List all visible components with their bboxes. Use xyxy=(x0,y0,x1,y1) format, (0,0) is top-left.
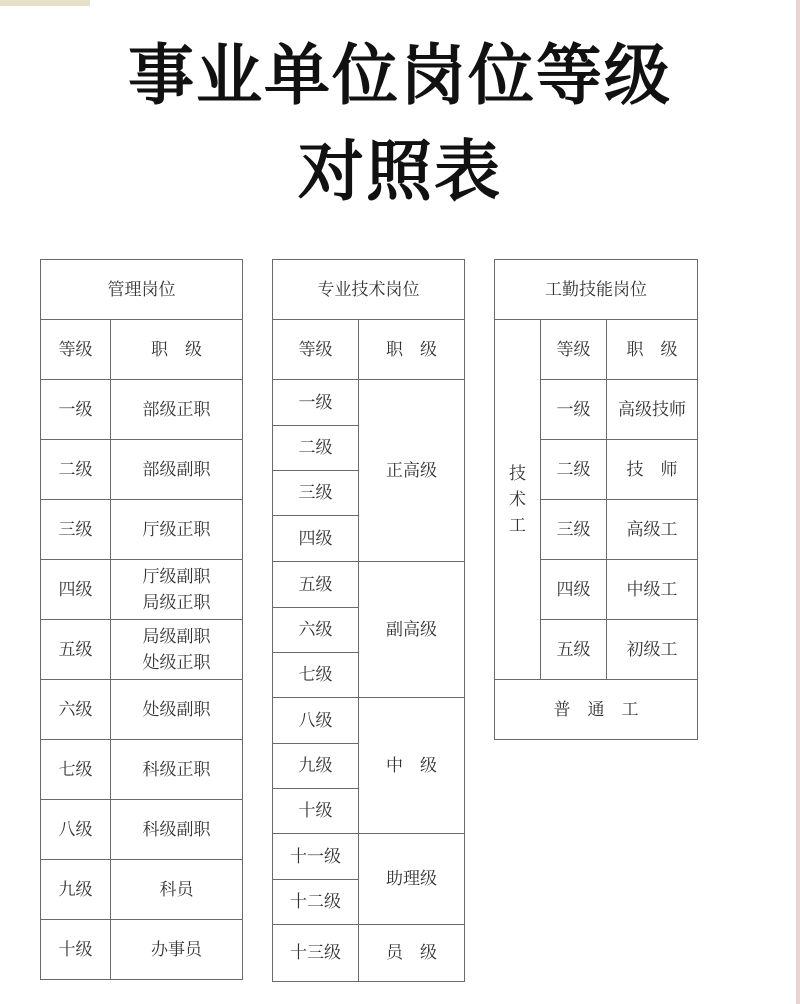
col-grade-header: 等级 xyxy=(273,320,359,380)
grade-cell: 一级 xyxy=(273,380,359,426)
grade-cell: 四级 xyxy=(541,560,607,620)
group-cell: 助理级 xyxy=(359,834,465,925)
rank-cell: 厅级正职 xyxy=(111,500,243,560)
rank-cell: 科员 xyxy=(111,860,243,920)
rank-cell: 科级正职 xyxy=(111,740,243,800)
management-header: 管理岗位 xyxy=(41,260,243,320)
rank-line: 局级正职 xyxy=(142,592,211,613)
rank-cell: 初级工 xyxy=(607,620,698,680)
table-row xyxy=(41,680,243,740)
grade-cell: 三级 xyxy=(541,500,607,560)
grade-cell: 二级 xyxy=(273,426,359,471)
grade-cell: 五级 xyxy=(273,562,359,608)
group-cell: 正高级 xyxy=(359,380,465,562)
col-rank-header: 职 级 xyxy=(607,320,698,380)
table-row xyxy=(41,500,243,560)
table-row xyxy=(41,560,243,620)
side-label-char: 技 xyxy=(509,463,526,484)
rank-cell xyxy=(111,560,243,620)
table-row xyxy=(41,920,243,980)
page-subtitle: 对照表 xyxy=(298,133,502,210)
grade-cell: 十一级 xyxy=(273,834,359,880)
grade-cell: 七级 xyxy=(273,653,359,698)
table-row xyxy=(495,680,698,740)
rank-cell: 处级副职 xyxy=(111,680,243,740)
rank-line: 处级正职 xyxy=(142,652,211,673)
grade-cell: 五级 xyxy=(41,620,111,680)
skilled-header: 工勤技能岗位 xyxy=(495,260,698,320)
table-row xyxy=(41,860,243,920)
rank-cell: 中级工 xyxy=(607,560,698,620)
col-rank-header: 职 级 xyxy=(359,320,465,380)
management-table xyxy=(40,259,243,980)
side-label xyxy=(495,320,541,680)
rank-cell: 高级技师 xyxy=(607,380,698,440)
rank-line: 厅级副职 xyxy=(142,566,211,587)
table-row xyxy=(273,925,465,982)
grade-cell: 四级 xyxy=(41,560,111,620)
grade-cell: 七级 xyxy=(41,740,111,800)
table-row xyxy=(41,800,243,860)
grade-cell: 二级 xyxy=(541,440,607,500)
side-label-char: 工 xyxy=(509,515,526,536)
table-row xyxy=(41,380,243,440)
grade-cell: 五级 xyxy=(541,620,607,680)
grade-cell: 四级 xyxy=(273,516,359,562)
rank-line: 局级副职 xyxy=(142,626,211,647)
table-row xyxy=(41,440,243,500)
rank-cell: 科级副职 xyxy=(111,800,243,860)
grade-cell: 六级 xyxy=(273,608,359,653)
grade-cell: 二级 xyxy=(41,440,111,500)
rank-cell: 办事员 xyxy=(111,920,243,980)
rank-cell: 部级副职 xyxy=(111,440,243,500)
grade-cell: 九级 xyxy=(41,860,111,920)
skilled-table xyxy=(494,259,698,740)
grade-cell: 六级 xyxy=(41,680,111,740)
general-worker-cell: 普 通 工 xyxy=(495,680,698,740)
table-row xyxy=(273,834,465,880)
corner-mark xyxy=(0,0,90,6)
rank-cell: 高级工 xyxy=(607,500,698,560)
grade-cell: 一级 xyxy=(541,380,607,440)
table-row xyxy=(273,380,465,426)
rank-cell: 部级正职 xyxy=(111,380,243,440)
table-row xyxy=(41,740,243,800)
grade-cell: 十三级 xyxy=(273,925,359,982)
rank-cell: 技 师 xyxy=(607,440,698,500)
grade-cell: 一级 xyxy=(41,380,111,440)
page-title: 事业单位岗位等级 xyxy=(128,37,672,114)
grade-cell: 十二级 xyxy=(273,880,359,925)
grade-cell: 八级 xyxy=(273,698,359,744)
grade-cell: 十级 xyxy=(41,920,111,980)
col-grade-header: 等级 xyxy=(541,320,607,380)
grade-cell: 三级 xyxy=(41,500,111,560)
group-cell: 中 级 xyxy=(359,698,465,834)
grade-cell: 十级 xyxy=(273,789,359,834)
grade-cell: 三级 xyxy=(273,471,359,516)
table-row xyxy=(41,620,243,680)
table-row xyxy=(273,562,465,608)
professional-table xyxy=(272,259,465,982)
professional-header: 专业技术岗位 xyxy=(273,260,465,320)
group-cell: 副高级 xyxy=(359,562,465,698)
col-rank-header: 职 级 xyxy=(111,320,243,380)
side-label-char: 术 xyxy=(509,489,526,510)
table-row xyxy=(273,698,465,744)
col-grade-header: 等级 xyxy=(41,320,111,380)
rank-cell xyxy=(111,620,243,680)
grade-cell: 九级 xyxy=(273,744,359,789)
group-cell: 员 级 xyxy=(359,925,465,982)
grade-cell: 八级 xyxy=(41,800,111,860)
